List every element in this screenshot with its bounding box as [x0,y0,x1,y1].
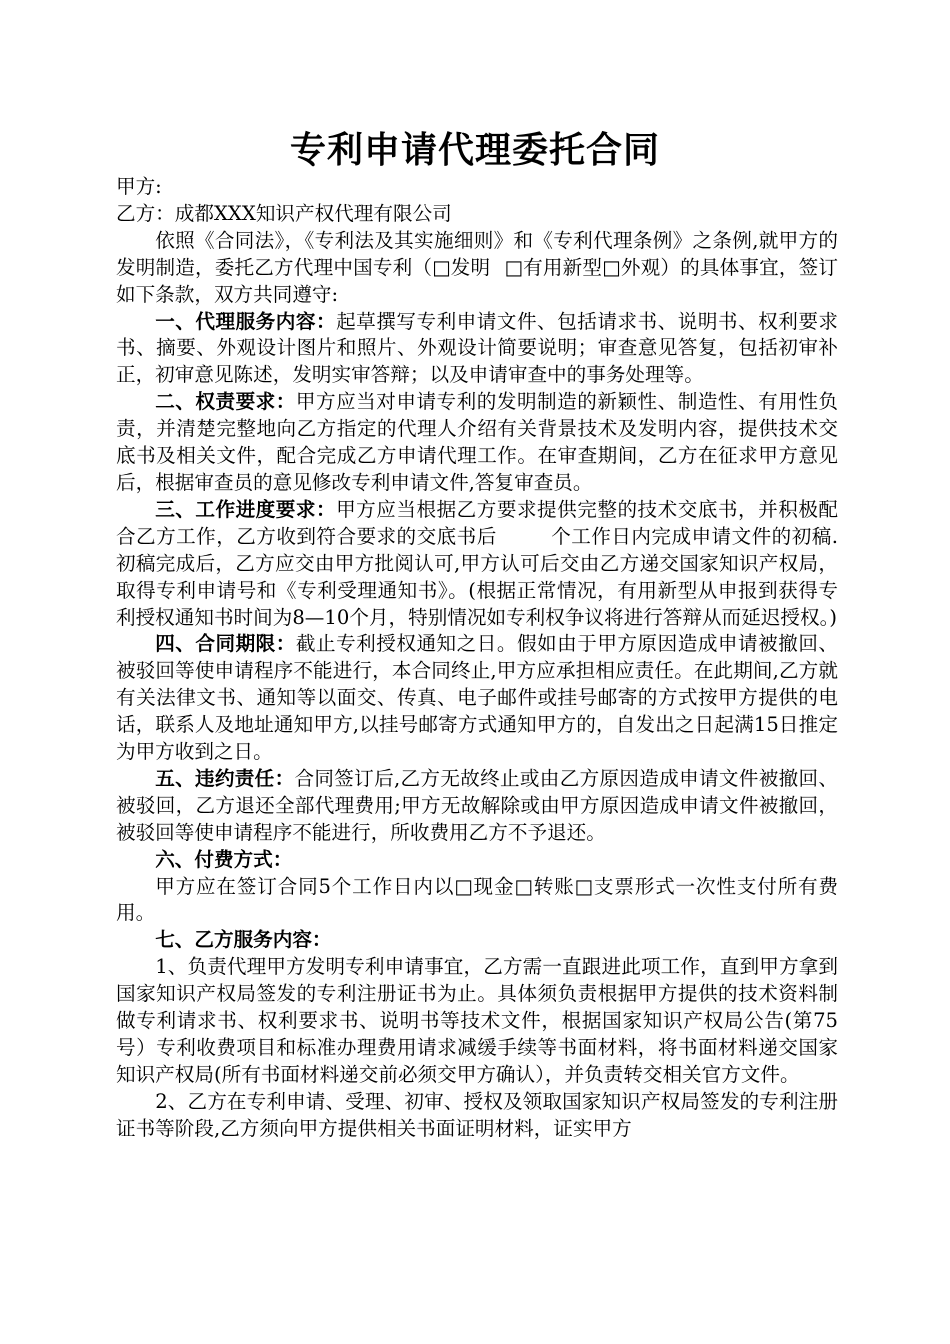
section-6-heading: 六、付费方式： [155,847,293,871]
section-3-text-after: 个工作日内完成申请文件的初稿.初稿完成后，乙方应交由甲方批阅认可,甲方认可后交由乙方递交国家知识产权局，取得专利申请号和《专利受理通知书》。(根据正常情况，有用新型从申报到获得专利授权通知书时间为8—10个月，特别情况如专利权争议将进行答辩从而延迟授权。) [116,524,838,629]
intro-text-1: 依照《合同法》，《专利法及其实施细则》和《专利代理条例》之条例,就甲方的发明制造，委托乙方代理中国专利（□发明 [116,228,838,279]
intro-text-2: □有用新型□外观）的具体事宜，签订如下条款，双方共同遵守: [116,255,838,306]
section-6-text: 甲方应在签订合同5个工作日内以□现金□转账□支票形式一次性支付所有费用。 [116,874,838,925]
section-1-text: 起草撰写专利申请文件、包括请求书、说明书、权利要求书、摘要、外观设计图片和照片、外观设计简要说明；审查意见答复，包括初审补正，初审意见陈述，发明实审答辩；以及申请审查中的事务处理等。 [116,309,839,387]
section-1 [116,309,838,390]
section-7-item-2: 2、乙方在专利申请、受理、初审、授权及领取国家知识产权局签发的专利注册证书等阶段,乙方须向甲方提供相关书面证明材料，证实甲方 [116,1089,838,1140]
section-5-heading: 五、违约责任： [155,766,295,790]
party-b-line: 乙方：成都XXX知识产权代理有限公司 [116,201,452,225]
party-a-line: 甲方: [116,175,162,198]
section-5 [116,766,838,847]
section-3-text-before: 甲方应当根据乙方要求提供完整的技术交底书，并积极配合乙方工作，乙方收到符合要求的交底书后 [116,497,839,548]
section-7-heading: 七、乙方服务内容： [155,928,332,952]
section-2-text: 甲方应当对申请专利的发明制造的新颖性、制造性、有用性负责，并清楚完整地向乙方指定的代理人介绍有关背景技术及发明内容，提供技术交底书及相关文件，配合完成乙方申请代理工作。在审查期间，乙方在征求甲方意见后，根据审查员的意见修改专利申请文件,答复审查员。 [116,390,839,494]
section-2 [116,389,838,497]
section-5-text: 合同签订后,乙方无故终止或由乙方原因造成申请文件被撤回、被驳回，乙方退还全部代理费用;甲方无故解除或由甲方原因造成申请文件被撤回，被驳回等使申请程序不能进行，所收费用乙方不予退还。 [116,766,838,844]
intro-paragraph [116,228,838,309]
section-7-item-1: 1、负责代理甲方发明专利申请事宜，乙方需一直跟进此项工作，直到甲方拿到国家知识产权局签发的专利注册证书为止。具体须负责根据甲方提供的技术资料制做专利请求书、权利要求书、说明书等技术文件，根据国家知识产权局公告(第75号）专利收费项目和标准办理费用请求减缓手续等书面材料，将书面材料递交国家知识产权局(所有书面材料递交前必须交甲方确认），并负责转交相关官方文件。 [116,955,838,1086]
section-4 [116,631,838,766]
section-3 [116,497,838,632]
section-2-heading: 二、权责要求： [155,390,296,414]
section-3-heading: 三、工作进度要求： [155,497,337,521]
document-title: 专利申请代理委托合同 [289,130,660,171]
section-1-heading: 一、代理服务内容： [155,309,337,333]
section-4-text: 截止专利授权通知之日。假如由于甲方原因造成申请被撤回、被驳回等使申请程序不能进行，本合同终止,甲方应承担相应责任。在此期间,乙方就有关法律文书、通知等以面交、传真、电子邮件或挂号邮寄的方式按甲方提供的电话，联系人及地址通知甲方,以挂号邮寄方式通知甲方的，自发出之日起满15日推定为甲方收到之日。 [116,632,839,764]
section-4-heading: 四、合同期限： [155,632,296,656]
document-body [116,174,838,1143]
